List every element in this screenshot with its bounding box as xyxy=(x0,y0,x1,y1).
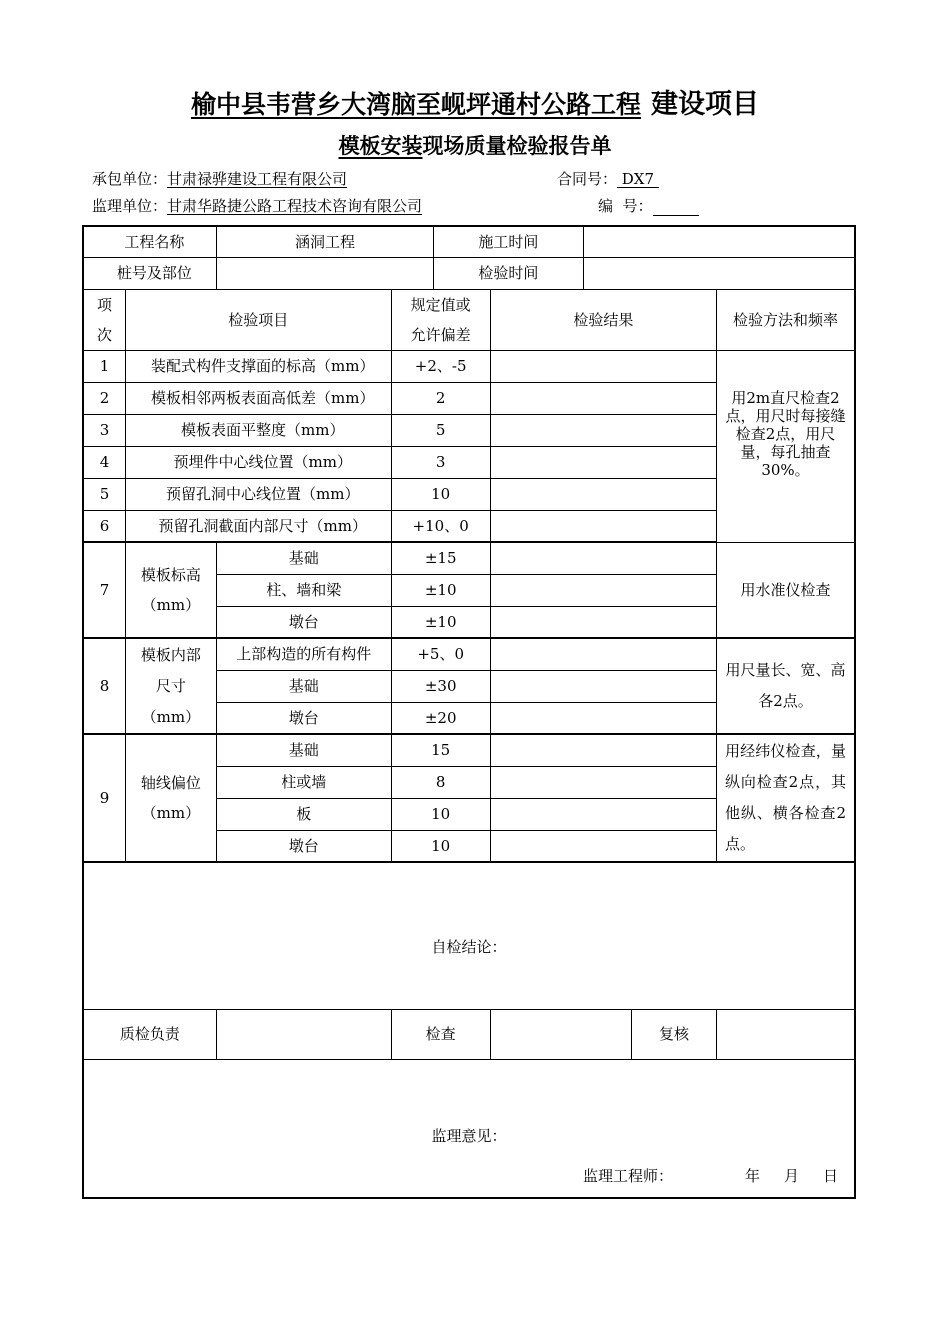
sub-item: 墩台 xyxy=(216,606,391,638)
supervisor-line xyxy=(92,196,422,216)
contract-no-value: DX7 xyxy=(617,170,659,188)
row-item: 预留孔洞截面内部尺寸（mm） xyxy=(125,510,391,542)
recheck-label: 复核 xyxy=(632,1009,717,1059)
sub-spec: 15 xyxy=(391,734,490,766)
sub-spec: ±10 xyxy=(391,606,490,638)
contract-no-line xyxy=(557,169,659,189)
sub-item: 柱、墙和梁 xyxy=(216,574,391,606)
row-spec: +2、-5 xyxy=(391,350,490,382)
inspection-time-field[interactable] xyxy=(583,257,855,289)
row-result-field[interactable] xyxy=(490,478,716,510)
row-no: 1 xyxy=(83,350,125,382)
check-signature-field[interactable] xyxy=(490,1009,631,1059)
sub-spec: ±10 xyxy=(391,574,490,606)
serial-label: 编 号： xyxy=(598,197,653,215)
group7-no: 7 xyxy=(83,542,125,638)
sub-item: 上部构造的所有构件 xyxy=(216,638,391,670)
col-header-spec xyxy=(391,289,490,350)
method-group8: 用尺量长、宽、高各2点。 xyxy=(716,638,855,734)
row-item: 预埋件中心线位置（mm） xyxy=(125,446,391,478)
col-header-spec-line1: 规定值或 xyxy=(410,295,471,314)
qc-label: 质检负责 xyxy=(83,1009,216,1059)
qc-signature-field[interactable] xyxy=(216,1009,391,1059)
method-rows-1-6: 用2m直尺检查2点，用尺时每接缝检查2点，用尺量，每孔抽查30%。 xyxy=(716,350,855,542)
row-result-field[interactable] xyxy=(490,350,716,382)
supervisor-value: 甘肃华路捷公路工程技术咨询有限公司 xyxy=(167,197,423,215)
project-title xyxy=(0,86,950,124)
row-result-field[interactable] xyxy=(490,382,716,414)
row-spec: 5 xyxy=(391,414,490,446)
report-title xyxy=(0,130,950,162)
group8-name-line2: 尺寸 xyxy=(155,676,186,695)
row-item: 预留孔洞中心线位置（mm） xyxy=(125,478,391,510)
check-label: 检查 xyxy=(391,1009,490,1059)
row-no: 6 xyxy=(83,510,125,542)
sub-spec: ±30 xyxy=(391,670,490,702)
row-result-field[interactable] xyxy=(490,446,716,478)
group7-name-line1: 模板标高 xyxy=(140,566,201,584)
sub-result-field[interactable] xyxy=(490,734,716,766)
project-name-value: 涵洞工程 xyxy=(216,226,433,257)
sub-spec: ±15 xyxy=(391,542,490,574)
construction-time-field[interactable] xyxy=(583,226,855,257)
col-header-result: 检验结果 xyxy=(490,289,716,350)
sub-result-field[interactable] xyxy=(490,798,716,830)
sub-result-field[interactable] xyxy=(490,830,716,862)
report-title-rest: 现场质量检验报告单 xyxy=(422,133,612,158)
sub-spec: 10 xyxy=(391,830,490,862)
sub-item: 墩台 xyxy=(216,830,391,862)
group9-name-line1: 轴线偏位 xyxy=(140,774,201,792)
self-check-block[interactable] xyxy=(83,862,855,1009)
engineer-label: 监理工程师： xyxy=(582,1167,673,1185)
sub-result-field[interactable] xyxy=(490,574,716,606)
inspection-form xyxy=(82,225,856,1199)
row-item: 装配式构件支撑面的标高（mm） xyxy=(125,350,391,382)
sub-result-field[interactable] xyxy=(490,702,716,734)
project-name: 榆中县韦营乡大湾脑至岘坪通村公路工程 xyxy=(190,90,641,119)
col-header-method: 检验方法和频率 xyxy=(716,289,855,350)
sub-result-field[interactable] xyxy=(490,606,716,638)
station-field[interactable] xyxy=(216,257,433,289)
row-no: 4 xyxy=(83,446,125,478)
sub-item: 墩台 xyxy=(216,702,391,734)
group9-name xyxy=(125,734,216,862)
serial-blank-field[interactable] xyxy=(653,200,699,216)
sub-result-field[interactable] xyxy=(490,766,716,798)
sub-item: 基础 xyxy=(216,670,391,702)
contractor-value: 甘肃禄骅建设工程有限公司 xyxy=(167,170,348,188)
group8-name-line1: 模板内部 xyxy=(140,645,201,664)
row-no: 3 xyxy=(83,414,125,446)
row-spec: 3 xyxy=(391,446,490,478)
sub-result-field[interactable] xyxy=(490,638,716,670)
sub-spec: 10 xyxy=(391,798,490,830)
row-item: 模板相邻两板表面高低差（mm） xyxy=(125,382,391,414)
supervision-opinion-label: 监理意见： xyxy=(431,1127,507,1146)
sub-item: 柱或墙 xyxy=(216,766,391,798)
year-label: 年 xyxy=(744,1167,760,1185)
group7-name xyxy=(125,542,216,638)
project-suffix: 建设项目 xyxy=(651,89,759,120)
inspection-time-label: 检验时间 xyxy=(434,257,584,289)
contractor-label: 承包单位： xyxy=(92,170,168,188)
col-header-spec-line2: 允许偏差 xyxy=(410,325,471,344)
project-name-label: 工程名称 xyxy=(83,226,216,257)
col-header-no: 项次 xyxy=(83,289,125,350)
supervisor-label: 监理单位： xyxy=(92,197,168,215)
row-result-field[interactable] xyxy=(490,510,716,542)
sub-item: 基础 xyxy=(216,542,391,574)
group8-name xyxy=(125,638,216,734)
construction-time-label: 施工时间 xyxy=(434,226,584,257)
row-spec: 10 xyxy=(391,478,490,510)
report-title-underlined: 模板安装 xyxy=(338,133,423,158)
col-header-item: 检验项目 xyxy=(125,289,391,350)
method-group9: 用经纬仪检查，量纵向检查2点，其他纵、横各检查2点。 xyxy=(716,734,855,862)
row-no: 2 xyxy=(83,382,125,414)
group9-name-line2: （mm） xyxy=(141,804,201,822)
row-spec: +10、0 xyxy=(391,510,490,542)
supervision-opinion-block[interactable] xyxy=(83,1059,855,1198)
engineer-signature-line xyxy=(583,1165,838,1187)
method-group7: 用水准仪检查 xyxy=(716,542,855,638)
sub-spec: 8 xyxy=(391,766,490,798)
self-check-label: 自检结论： xyxy=(431,937,507,956)
row-item: 模板表面平整度（mm） xyxy=(125,414,391,446)
row-no: 5 xyxy=(83,478,125,510)
group8-no: 8 xyxy=(83,638,125,734)
recheck-signature-field[interactable] xyxy=(716,1009,855,1059)
sub-result-field[interactable] xyxy=(490,670,716,702)
sub-spec: +5、0 xyxy=(391,638,490,670)
row-spec: 2 xyxy=(391,382,490,414)
sub-result-field[interactable] xyxy=(490,542,716,574)
sub-spec: ±20 xyxy=(391,702,490,734)
contract-no-label: 合同号： xyxy=(557,170,618,188)
row-result-field[interactable] xyxy=(490,414,716,446)
group9-no: 9 xyxy=(83,734,125,862)
sub-item: 基础 xyxy=(216,734,391,766)
group7-name-line2: （mm） xyxy=(141,596,201,614)
group8-name-line3: （mm） xyxy=(141,707,201,726)
station-label: 桩号及部位 xyxy=(83,257,216,289)
day-label: 日 xyxy=(822,1167,838,1185)
serial-line xyxy=(598,196,699,216)
month-label: 月 xyxy=(783,1167,799,1185)
sub-item: 板 xyxy=(216,798,391,830)
contractor-line xyxy=(92,169,347,189)
